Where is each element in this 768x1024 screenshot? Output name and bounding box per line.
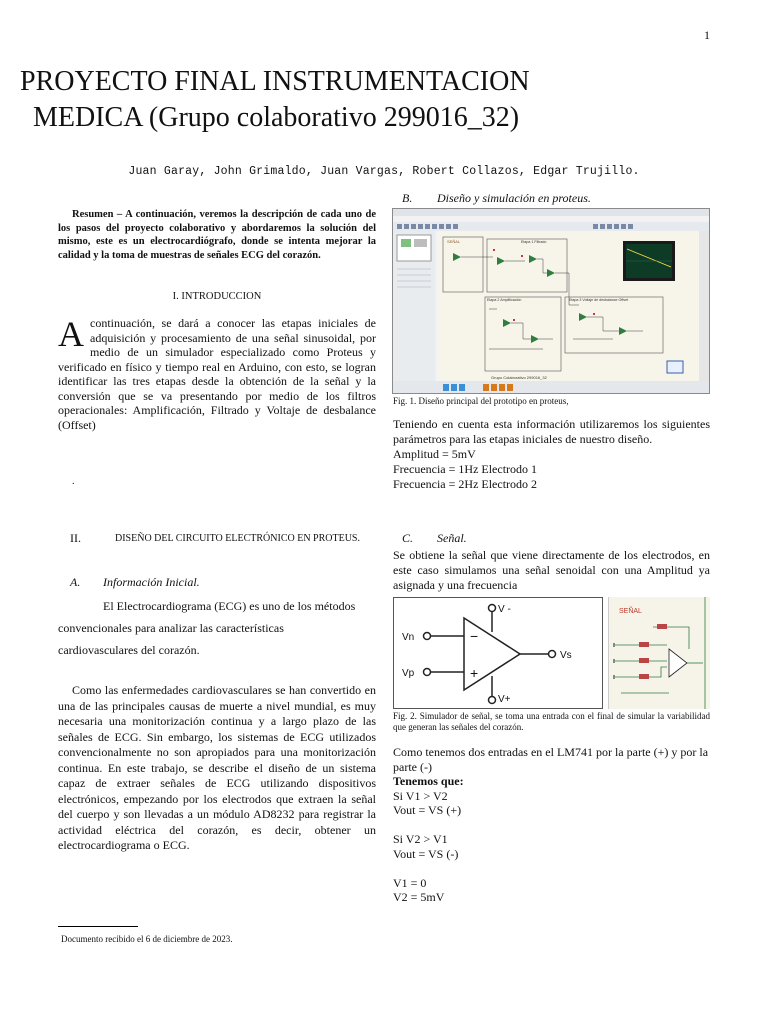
lm741-block (393, 745, 710, 905)
v1-value: V1 = 0 (393, 875, 427, 890)
figure-1-caption: Fig. 1. Diseño principal del prototipo en proteus, (393, 396, 569, 406)
parameters-paragraph: Teniendo en cuenta esta información utilizaremos los siguientes parámetros para las etapas iniciales de nuestro diseño. (393, 417, 710, 446)
group-label: Grupo Colaborativo 299016_32 (491, 375, 547, 380)
section-2-number: II. (70, 531, 81, 545)
vn-label: Vn (402, 632, 415, 643)
subsection-b-title: Diseño y simulación en proteus. (437, 191, 591, 205)
intro-text: continuación, se dará a conocer las etapas iniciales de adquisición y procesamiento de una señal sinusoidal, por medio de un simulador especializado como Proteus y verificado en físico y tiempo real en Arduino, con esto, se logran identificar las tres etapas desde la obtención de la señal y la conversión que se va presentando por medio de los filtros operacionales: Amplificación, Filtrado y Voltaje de desbalance (Offset) (58, 316, 376, 432)
stage2-label: Etapa 2 Amplificación (487, 298, 522, 302)
output-1: Vout = VS (+) (393, 803, 462, 817)
senal-label-small: SEÑAL (447, 239, 461, 244)
abstract: Resumen – A continuación, veremos la descripción de cada uno de los pasos del proyecto colaborativo y abordaremos la solución del mismo, este es un electrocardiógrafo, donde se intenta mejorar la calidad y la toma de muestras de señales ECG del corazón. (58, 209, 376, 261)
page-number: 1 (704, 28, 710, 42)
lm741-paragraph: Como tenemos dos entradas en el LM741 por la parte (+) y por la parte (-) (393, 745, 709, 774)
ecg-definition (58, 595, 376, 661)
v2-value: V2 = 5mV (393, 890, 445, 904)
footnote-rule (58, 926, 138, 927)
ecg-line-1: El Electrocardiograma (ECG) es uno de los métodos (103, 599, 356, 613)
stage1-label: Etapa 1 Filtrado (521, 240, 547, 244)
parameters-block (393, 417, 710, 492)
senal-title: SEÑAL (619, 608, 642, 615)
paper-title-line1: PROYECTO FINAL INSTRUMENTACION (20, 66, 530, 97)
proteus-screenshot (392, 208, 710, 394)
stage3-label: Etapa 3 Voltaje de desbalance Offset (569, 298, 629, 302)
v-plus-label: V+ (498, 694, 511, 705)
subsection-a-title: Información Inicial. (103, 575, 200, 589)
stray-dot: . (72, 476, 75, 487)
subsection-b-label: B. (402, 191, 413, 205)
opamp-symbol (394, 598, 604, 710)
opamp-diagram (393, 597, 603, 709)
condition-1: Si V1 > V2 (393, 788, 448, 803)
tenemos-que: Tenemos que: (393, 774, 464, 788)
drop-cap: A (58, 314, 84, 354)
frequency-2-line: Frecuencia = 2Hz Electrodo 2 (393, 477, 538, 491)
subsection-a-label: A. (70, 575, 81, 589)
figure-2-caption: Fig. 2. Simulador de señal, se toma una entrada con el final de simular la variabilidad que generan las señales del corazón. (393, 711, 710, 732)
signal-paragraph: Se obtiene la señal que viene directamente de los electrodos, en este caso simulamos una señal senoidal con una Amplitud ya asignada y una frecuencia (393, 548, 710, 592)
minus-sign: − (470, 628, 479, 644)
body-paragraph-2: Como las enfermedades cardiovasculares se han convertido en una de las principales causas de muerte a nivel mundial, es muy necesaria una monitorización continua y a largo plazo de las señales de ECG. Sin embargo, los sistemas de ECG utilizados convencionalmente no son apropiados para una monitorización continua. En este trabajo, se describe el diseño de un sistema capaz de extraer señales de ECG utilizando dispositivos electrónicos, empezando por los electrodos que extraen la señal del cuerpo y son llevadas a un módulo AD8232 para registrar la actividad eléctrica del corazón, es decir, obtener un electrocardiograma o ECG. (58, 683, 376, 852)
subsection-c-label: C. (402, 531, 414, 545)
ecg-line-2: convencionales para analizar las características (58, 621, 284, 635)
condition-2: Si V2 > V1 (393, 832, 448, 846)
section-1-title: INTRODUCCION (181, 291, 262, 302)
footnote: Documento recibido el 6 de diciembre de 2023. (61, 934, 233, 944)
ecg-line-3: cardiovasculares del corazón. (58, 643, 200, 657)
v-minus-label: V - (498, 604, 511, 615)
section-2-title: DISEÑO DEL CIRCUITO ELECTRÓNICO EN PROTEUS. (115, 533, 360, 544)
section-1-number: I. (172, 291, 179, 302)
paper-title-line2: MEDICA (Grupo colaborativo 299016_32) (33, 102, 520, 133)
section-1-heading (58, 291, 376, 302)
vp-label: Vp (402, 668, 415, 679)
signal-simulator-image (608, 597, 710, 709)
subsection-c-title: Señal. (437, 531, 467, 545)
signal-simulator-schematic (609, 597, 711, 709)
frequency-1-line: Frecuencia = 1Hz Electrodo 1 (393, 462, 538, 476)
author-list: Juan Garay, John Grimaldo, Juan Vargas, Robert Collazos, Edgar Trujillo. (128, 165, 640, 178)
proteus-schematic-image (393, 209, 710, 394)
intro-paragraph (58, 316, 376, 432)
vs-label: Vs (560, 650, 572, 661)
plus-sign: + (470, 665, 479, 681)
output-2: Vout = VS (-) (393, 846, 459, 861)
amplitude-line: Amplitud = 5mV (393, 447, 476, 461)
